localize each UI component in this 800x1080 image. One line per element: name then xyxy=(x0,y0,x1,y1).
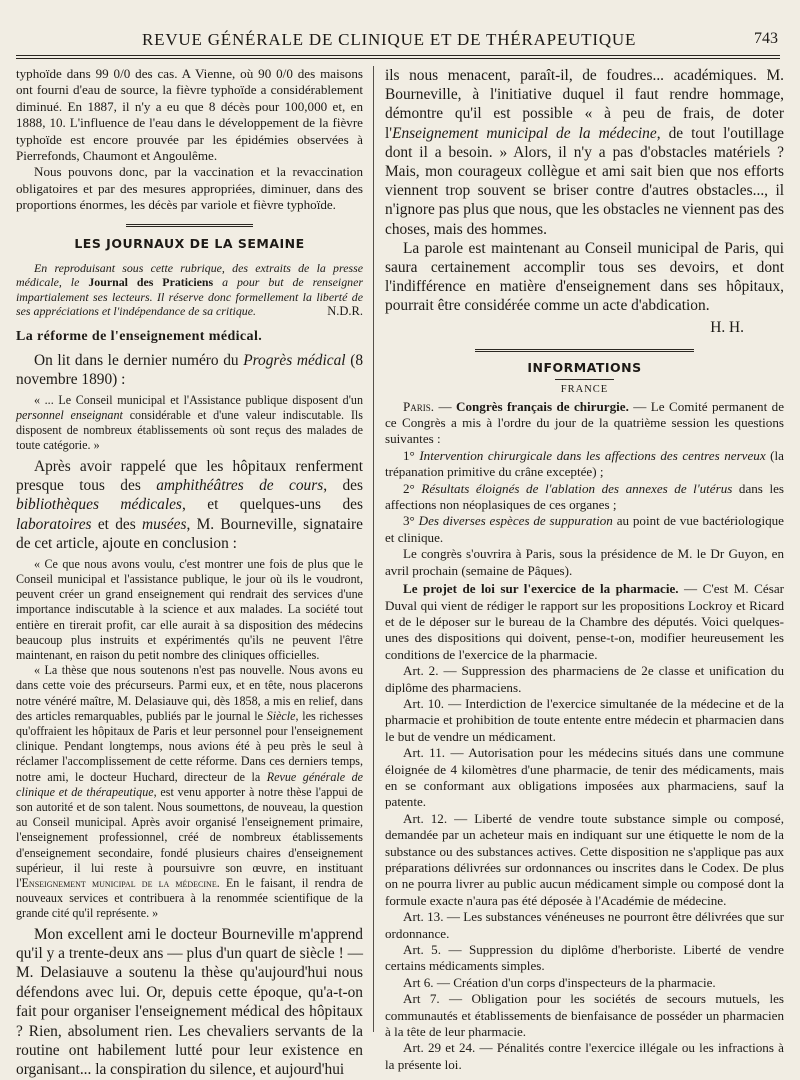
law-article: Art. 10. — Interdiction de l'exercice simultanée de la médecine et de la pharmacie et prohibition de toute entente entre médecin et pharmacien dans le but de vendre un médicament. xyxy=(385,695,784,744)
list-item xyxy=(385,448,784,481)
quote-paragraph xyxy=(16,663,363,921)
news-title: Le projet de loi sur l'exercice de la pharmacie. xyxy=(403,581,679,597)
law-article: Art. 5. — Suppression du diplôme d'herboriste. Liberté de vendre certains médicaments simples. xyxy=(385,942,784,974)
continuation-paragraph xyxy=(385,66,784,239)
body-text: , de tout l'outillage dont il a besoin. » Alors, il n'y a pas d'obstacles matériels ? Mais, mon courageux collègue et ami sait bien que nos efforts viennent trop souvent se briser contre d'autres obstacles..., il n'ignore pas plus que nous, que les obstacles ne viennent pas des choses, mais des hommes. xyxy=(385,124,784,238)
law-article: Art. 13. — Les substances vénéneuses ne pourront être délivrées que sur ordonnance. xyxy=(385,909,784,941)
header-rule xyxy=(16,55,780,56)
body-text: , et quelques-uns des xyxy=(181,496,363,514)
item-topic: Résultats éloignés de l'ablation des annexes de l'utérus xyxy=(421,480,733,496)
journal-name: Progrès médical xyxy=(243,352,346,370)
final-paragraph: Mon excellent ami le docteur Bourneville m'apprend qu'il y a trente-deux ans — plus d'un quart de siècle ! — M. Delasiauve a soutenu la thèse qu'aujourd'hui nous défendons avec lui. Or, depuis cette époque, qu'a-t-on fait pour organiser l'enseignement médical des hôpitaux ? Rien, absolument rien. Les chevaliers servants de la routine ont habilement lutté pour leur existence en organisant... la conspiration du silence, et aujourd'hui xyxy=(16,925,363,1079)
congres-paragraph xyxy=(385,399,784,448)
body-text: , des xyxy=(323,477,363,495)
projet-paragraph xyxy=(385,581,784,663)
item-number: 2° xyxy=(403,480,422,496)
law-article: Art. 2. — Suppression des pharmaciens de 2e classe et unification du diplôme des pharmaciens. xyxy=(385,663,784,695)
law-article: Art 6. — Création d'un corps d'inspecteurs de la pharmacie. xyxy=(403,974,716,990)
article-title: La réforme de l'enseignement médical. xyxy=(16,329,263,345)
body-emphasis: musées xyxy=(142,515,187,533)
quote-paragraph xyxy=(16,393,363,454)
lead-paragraph xyxy=(16,351,363,390)
body-text: , M. Bourneville, signataire de cet article, ajoute en conclusion : xyxy=(16,515,363,553)
body-text: et des xyxy=(91,515,142,533)
body-emphasis: amphithéâtres de cours xyxy=(156,477,324,495)
news-text: — C'est M. César Duval qui vient de rédiger le rapport sur les propositions Lockroy et Ricard et de le déposer sur le bureau de la Chambre des députés. Voici quelques-unes des dispositions qui doivent, pense-t-on, modifier heureusement les conditions de l'exercice de la pharmacie. xyxy=(385,581,784,662)
right-column xyxy=(385,66,784,1073)
item-number: 1° xyxy=(403,447,420,463)
quote-text: . En le faisant, il rendra de nouveaux services et contribuera à la renommée scientifique de la grande cité qu'il représente. » xyxy=(16,875,364,921)
quote-emphasis: personnel enseignant xyxy=(16,408,123,423)
body-text: Après avoir rappelé que les hôpitaux renferment presque tous des xyxy=(16,457,363,495)
info-subrule xyxy=(555,379,614,380)
body-emphasis: laboratoires xyxy=(16,515,92,533)
closing-paragraph: La parole est maintenant au Conseil municipal de Paris, qui saura certainement accomplir tous ses devoirs, et dont l'indifférence en matière d'enseignement dans ses hôpitaux, pourrait être considérée comme un acte d'abdication. xyxy=(385,239,784,315)
item-topic: Intervention chirurgicale dans les affections des centres nerveux xyxy=(419,447,766,463)
quote-text: « ... Le Conseil municipal et l'Assistance publique disposent d'un xyxy=(34,392,363,407)
item-text: (la trépanation primitive du crâne exceptée) ; xyxy=(385,447,784,480)
page-number: 743 xyxy=(754,30,778,47)
quote-text: « La thèse que nous soutenons n'est pas nouvelle. Nous avons eu dans cette voie des précurseurs. Parmi eux, et en tête, nous placerons notre vénéré maître, M. Delasiauve qui, dès 1858, a mis en relief, dans des articles remarquables, publiés par le journal le xyxy=(16,663,363,723)
item-topic: Des diverses espèces de suppuration xyxy=(418,513,613,529)
lead-text: (8 novembre 1890) : xyxy=(16,352,364,389)
item-text: au point de vue bactériologique et clinique. xyxy=(385,513,784,545)
quote-emphasis: Siècle xyxy=(266,708,296,723)
page-header xyxy=(0,0,800,56)
quote-paragraph: « Ce que nous avons voulu, c'est montrer une fois de plus que le Conseil municipal et l'assistance publique, le jour où ils le voudront, peuvent créer un grand enseignement qui rendrait des services d'une importance indiscutable à la science et aux malades. La société tout entière en tirerait profit, car elle aurait à sa disposition des médecins beaucoup plus instruits et expérimentés qu'ils ne peuvent l'être maintenant, en raison du petit nombre des cliniques officielles. xyxy=(16,556,363,662)
header-rule-double xyxy=(16,58,780,59)
left-column xyxy=(16,66,363,1080)
lead-text: On lit dans le dernier numéro du xyxy=(34,352,244,370)
quote-emphasis: Revue générale de clinique et de thérapeutique xyxy=(16,769,364,799)
item-number: 3° xyxy=(403,513,419,529)
quote-text: considérable et d'une valeur indiscutable. Ils disposent de nombreux établissements où sont reçus des malades de toute catégorie. » xyxy=(16,408,363,453)
body-emphasis: bibliothèques médicales xyxy=(16,496,182,514)
law-article: Art. 29 et 24. — Pénalités contre l'exercice illégale ou les infractions à la présente loi. xyxy=(385,1040,784,1072)
list-item xyxy=(385,481,784,514)
body-emphasis: Enseignement municipal de la médecine xyxy=(392,124,657,142)
quote-smallcaps: Enseignement municipal de la médecine xyxy=(21,875,217,890)
intro-paragraph: Nous pouvons donc, par la vaccination et la revaccination obligatoires et par des mesures appropriées, diminuer, dans des proportions énormes, les décès par variole et fièvre typhoïde. xyxy=(16,164,363,213)
list-item xyxy=(385,513,784,546)
editorial-signature: N.D.R. xyxy=(327,304,363,319)
section-title: LES JOURNAUX DE LA SEMAINE xyxy=(74,235,305,251)
body-paragraph xyxy=(16,457,363,554)
law-article: Art. 12. — Liberté de vendre toute substance simple ou composé, demandée par un acheteur mais en indiquant sur une étiquette le nom de la substance ou des substances actives. Cette disposition ne s'applique pas aux préparations délivrées sur ordonnances ou inscrites dans le Codex. De plus on ne pourra livrer au public aucun médicament simple ou composé dont la formule exacte n'aura pas été déposée à l'Académie de médecine. xyxy=(385,810,784,908)
article-signature: H. H. xyxy=(710,318,744,336)
quote-text: , les richesses qu'offraient les hôpitaux de Paris et leur personnel pour l'enseignement clinique. Pendant longtemps, nous avions été à peu près le seul à réclamer l'accomplissement de cette réforme. Dans ces derniers temps, notre ami, le docteur Huchard, directeur de la xyxy=(16,708,363,784)
editorial-note xyxy=(16,261,363,319)
page-title: REVUE GÉNÉRALE DE CLINIQUE ET DE THÉRAPEUTIQUE xyxy=(142,30,637,49)
quote-text: , est venu apporter à notre thèse l'appui de son autorité et de son talent. Nous soumettons, de nouveau, la question au Conseil municipal. Après avoir organisé l'enseignement primaire, l'enseignement professionnel, créé de nombreux établissements d'enseignement secondaire, fondé plusieurs chaires d'enseignement supérieur, il lui reste à poursuivre son œuvre, en instituant l' xyxy=(16,784,363,890)
congres-close: Le congrès s'ouvrira à Paris, sous la présidence de M. le Dr Guyon, en avril prochain (semaine de Pâques). xyxy=(385,546,784,578)
law-article: Art 7. — Obligation pour les sociétés de secours mutuels, les communautés et établissements de bienfaisance de posséder un pharmacien à la tête de leur pharmacie. xyxy=(385,991,784,1040)
column-separator xyxy=(373,66,374,1032)
journal-name: Journal des Praticiens xyxy=(88,275,214,290)
editorial-text: En reproduisant sous cette rubrique, des extraits de la presse médicale, le xyxy=(16,260,363,290)
section-rule xyxy=(126,224,253,227)
body-text: ils nous menacent, paraît-il, de foudres... académiques. M. Bourneville, à l'initiative duquel il faut rendre hommage, démontre qu'il est possible « à peu de frais, de doter l' xyxy=(385,67,784,142)
section-rule xyxy=(475,349,694,352)
item-text: dans les affections non néoplasiques de ces organes ; xyxy=(385,480,784,513)
info-title: INFORMATIONS xyxy=(527,359,642,375)
country-label: FRANCE xyxy=(560,383,609,395)
news-title: Congrès français de chirurgie. xyxy=(455,398,629,414)
editorial-text: a pour but de renseigner impartialement ses lecteurs. Il réserve donc formellement la liberté de ses appréciations et l'indépendance de sa critique. xyxy=(16,275,363,319)
law-article: Art. 11. — Autorisation pour les médecins situés dans une commune éloignée de 4 kilomètres d'une pharmacie, de tenir des médicaments, mais en se conformant aux obligations imposées aux pharmaciens, sauf la patente. xyxy=(385,745,784,810)
city-label: Paris. — xyxy=(403,398,456,414)
news-text: — Le Comité permanent de ce Congrès a mis à l'ordre du jour de la quatrième session les questions suivantes : xyxy=(385,398,785,447)
intro-paragraph: typhoïde dans 99 0/0 des cas. A Vienne, où 90 0/0 des maisons ont fourni d'eau de source, la fièvre typhoïde a considérablement diminué. En 1887, il n'y a eu que 8 décès pour 100,000 et, en 1888, 10. L'influence de l'eau dans le développement de la fièvre typhoïde est encore prouvée par les épidémies observées à Pierrefonds, Chaumont et Angoulême. xyxy=(16,66,363,164)
